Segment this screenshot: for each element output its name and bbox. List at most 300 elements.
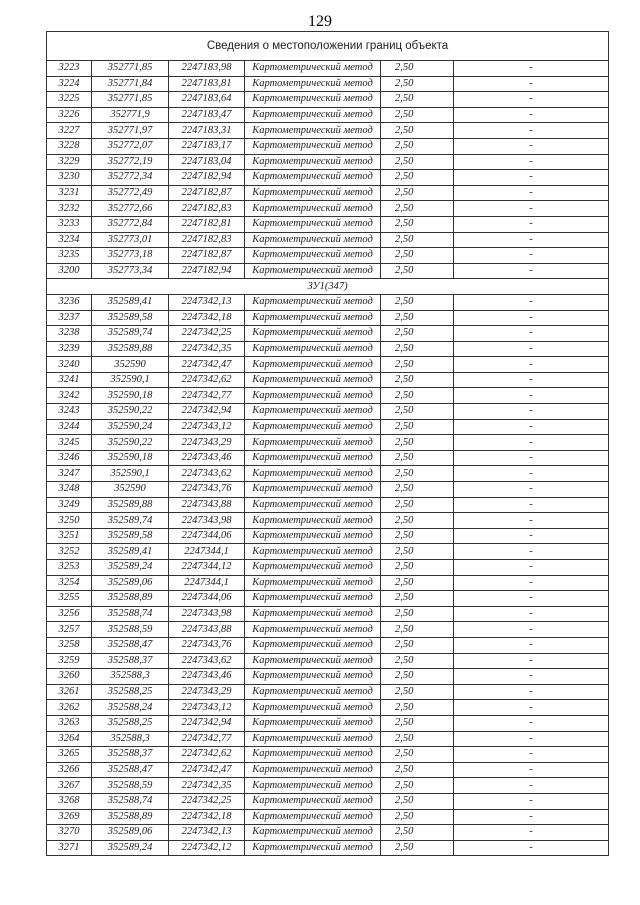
- x-coordinate-cell: 352588,24: [92, 700, 169, 716]
- description-cell: -: [454, 294, 609, 310]
- x-coordinate-cell: 352588,74: [92, 606, 169, 622]
- table-row: [47, 294, 609, 310]
- description-cell: -: [454, 793, 609, 809]
- y-coordinate-cell: 2247343,12: [169, 419, 245, 435]
- table-row: [47, 591, 609, 607]
- point-number-cell: 3267: [47, 778, 92, 794]
- point-number-cell: 3265: [47, 747, 92, 763]
- description-cell: -: [454, 778, 609, 794]
- method-cell: Картометрический метод: [245, 762, 381, 778]
- point-number-cell: 3239: [47, 341, 92, 357]
- page-number: 129: [308, 13, 332, 30]
- table-row: [47, 61, 609, 77]
- x-coordinate-cell: 352588,37: [92, 747, 169, 763]
- x-coordinate-cell: 352589,24: [92, 560, 169, 576]
- description-cell: -: [454, 840, 609, 856]
- x-coordinate-cell: 352589,88: [92, 341, 169, 357]
- y-coordinate-cell: 2247342,47: [169, 357, 245, 373]
- x-coordinate-cell: 352588,3: [92, 731, 169, 747]
- table-row: [47, 793, 609, 809]
- description-cell: -: [454, 747, 609, 763]
- x-coordinate-cell: 352773,34: [92, 263, 169, 279]
- method-cell: Картометрический метод: [245, 466, 381, 482]
- x-coordinate-cell: 352589,74: [92, 326, 169, 342]
- y-coordinate-cell: 2247182,83: [169, 232, 245, 248]
- tolerance-cell: 2,50: [381, 544, 454, 560]
- y-coordinate-cell: 2247182,94: [169, 263, 245, 279]
- description-cell: -: [454, 310, 609, 326]
- y-coordinate-cell: 2247342,94: [169, 404, 245, 420]
- tolerance-cell: 2,50: [381, 357, 454, 373]
- tolerance-cell: 2,50: [381, 154, 454, 170]
- description-cell: -: [454, 61, 609, 77]
- description-cell: -: [454, 575, 609, 591]
- table-row: [47, 154, 609, 170]
- x-coordinate-cell: 352589,41: [92, 544, 169, 560]
- x-coordinate-cell: 352588,89: [92, 591, 169, 607]
- y-coordinate-cell: 2247342,94: [169, 715, 245, 731]
- x-coordinate-cell: 352590,1: [92, 466, 169, 482]
- point-number-cell: 3268: [47, 793, 92, 809]
- description-cell: -: [454, 731, 609, 747]
- method-cell: Картометрический метод: [245, 809, 381, 825]
- y-coordinate-cell: 2247342,18: [169, 310, 245, 326]
- method-cell: Картометрический метод: [245, 123, 381, 139]
- description-cell: -: [454, 513, 609, 529]
- y-coordinate-cell: 2247182,94: [169, 170, 245, 186]
- table-title-row: [47, 32, 609, 61]
- x-coordinate-cell: 352590,22: [92, 435, 169, 451]
- method-cell: Картометрический метод: [245, 170, 381, 186]
- method-cell: Картометрический метод: [245, 154, 381, 170]
- tolerance-cell: 2,50: [381, 61, 454, 77]
- method-cell: Картометрический метод: [245, 840, 381, 856]
- tolerance-cell: 2,50: [381, 793, 454, 809]
- method-cell: Картометрический метод: [245, 357, 381, 373]
- method-cell: Картометрический метод: [245, 388, 381, 404]
- description-cell: -: [454, 715, 609, 731]
- point-number-cell: 3262: [47, 700, 92, 716]
- point-number-cell: 3263: [47, 715, 92, 731]
- point-number-cell: 3242: [47, 388, 92, 404]
- y-coordinate-cell: 2247343,46: [169, 669, 245, 685]
- method-cell: Картометрический метод: [245, 778, 381, 794]
- y-coordinate-cell: 2247183,04: [169, 154, 245, 170]
- point-number-cell: 3237: [47, 310, 92, 326]
- tolerance-cell: 2,50: [381, 669, 454, 685]
- point-number-cell: 3235: [47, 248, 92, 264]
- boundary-table: [46, 31, 609, 856]
- description-cell: -: [454, 248, 609, 264]
- tolerance-cell: 2,50: [381, 435, 454, 451]
- y-coordinate-cell: 2247342,35: [169, 778, 245, 794]
- description-cell: -: [454, 669, 609, 685]
- point-number-cell: 3249: [47, 497, 92, 513]
- description-cell: -: [454, 92, 609, 108]
- table-row: [47, 560, 609, 576]
- table-row: [47, 637, 609, 653]
- x-coordinate-cell: 352590: [92, 357, 169, 373]
- table-row: [47, 575, 609, 591]
- method-cell: Картометрический метод: [245, 793, 381, 809]
- point-number-cell: 3260: [47, 669, 92, 685]
- method-cell: Картометрический метод: [245, 544, 381, 560]
- method-cell: Картометрический метод: [245, 107, 381, 123]
- description-cell: -: [454, 606, 609, 622]
- table-row: [47, 341, 609, 357]
- method-cell: Картометрический метод: [245, 731, 381, 747]
- tolerance-cell: 2,50: [381, 450, 454, 466]
- y-coordinate-cell: 2247183,17: [169, 138, 245, 154]
- description-cell: -: [454, 637, 609, 653]
- table-row: [47, 419, 609, 435]
- description-cell: -: [454, 154, 609, 170]
- description-cell: -: [454, 528, 609, 544]
- tolerance-cell: 2,50: [381, 637, 454, 653]
- description-cell: -: [454, 372, 609, 388]
- tolerance-cell: 2,50: [381, 185, 454, 201]
- description-cell: -: [454, 653, 609, 669]
- tolerance-cell: 2,50: [381, 700, 454, 716]
- method-cell: Картометрический метод: [245, 435, 381, 451]
- x-coordinate-cell: 352771,84: [92, 76, 169, 92]
- tolerance-cell: 2,50: [381, 497, 454, 513]
- tolerance-cell: 2,50: [381, 341, 454, 357]
- point-number-cell: 3200: [47, 263, 92, 279]
- table-row: [47, 747, 609, 763]
- x-coordinate-cell: 352771,85: [92, 92, 169, 108]
- x-coordinate-cell: 352772,07: [92, 138, 169, 154]
- y-coordinate-cell: 2247183,81: [169, 76, 245, 92]
- y-coordinate-cell: 2247343,62: [169, 653, 245, 669]
- table-row: [47, 825, 609, 841]
- method-cell: Картометрический метод: [245, 419, 381, 435]
- table-row: [47, 92, 609, 108]
- x-coordinate-cell: 352588,59: [92, 778, 169, 794]
- x-coordinate-cell: 352772,66: [92, 201, 169, 217]
- method-cell: Картометрический метод: [245, 653, 381, 669]
- y-coordinate-cell: 2247343,76: [169, 637, 245, 653]
- description-cell: -: [454, 326, 609, 342]
- x-coordinate-cell: 352590,18: [92, 388, 169, 404]
- x-coordinate-cell: 352588,25: [92, 715, 169, 731]
- table-row: [47, 513, 609, 529]
- tolerance-cell: 2,50: [381, 762, 454, 778]
- description-cell: -: [454, 622, 609, 638]
- section-row: [47, 279, 609, 295]
- x-coordinate-cell: 352772,49: [92, 185, 169, 201]
- tolerance-cell: 2,50: [381, 575, 454, 591]
- y-coordinate-cell: 2247183,31: [169, 123, 245, 139]
- point-number-cell: 3229: [47, 154, 92, 170]
- y-coordinate-cell: 2247343,88: [169, 497, 245, 513]
- method-cell: Картометрический метод: [245, 201, 381, 217]
- description-cell: -: [454, 232, 609, 248]
- method-cell: Картометрический метод: [245, 232, 381, 248]
- point-number-cell: 3269: [47, 809, 92, 825]
- point-number-cell: 3230: [47, 170, 92, 186]
- table-row: [47, 762, 609, 778]
- table-row: [47, 715, 609, 731]
- method-cell: Картометрический метод: [245, 263, 381, 279]
- point-number-cell: 3251: [47, 528, 92, 544]
- point-number-cell: 3257: [47, 622, 92, 638]
- tolerance-cell: 2,50: [381, 248, 454, 264]
- table-row: [47, 248, 609, 264]
- method-cell: Картометрический метод: [245, 575, 381, 591]
- description-cell: -: [454, 263, 609, 279]
- tolerance-cell: 2,50: [381, 123, 454, 139]
- y-coordinate-cell: 2247343,98: [169, 513, 245, 529]
- section-label: ЗУ1(347): [47, 279, 609, 295]
- point-number-cell: 3241: [47, 372, 92, 388]
- table-row: [47, 700, 609, 716]
- point-number-cell: 3270: [47, 825, 92, 841]
- tolerance-cell: 2,50: [381, 404, 454, 420]
- tolerance-cell: 2,50: [381, 591, 454, 607]
- point-number-cell: 3248: [47, 482, 92, 498]
- point-number-cell: 3250: [47, 513, 92, 529]
- y-coordinate-cell: 2247343,76: [169, 482, 245, 498]
- table-row: [47, 357, 609, 373]
- table-row: [47, 404, 609, 420]
- x-coordinate-cell: 352589,88: [92, 497, 169, 513]
- table-row: [47, 653, 609, 669]
- table-row: [47, 450, 609, 466]
- table-row: [47, 76, 609, 92]
- y-coordinate-cell: 2247182,81: [169, 216, 245, 232]
- description-cell: -: [454, 825, 609, 841]
- y-coordinate-cell: 2247342,12: [169, 840, 245, 856]
- x-coordinate-cell: 352590,24: [92, 419, 169, 435]
- tolerance-cell: 2,50: [381, 138, 454, 154]
- y-coordinate-cell: 2247342,62: [169, 372, 245, 388]
- tolerance-cell: 2,50: [381, 715, 454, 731]
- tolerance-cell: 2,50: [381, 528, 454, 544]
- x-coordinate-cell: 352588,74: [92, 793, 169, 809]
- point-number-cell: 3253: [47, 560, 92, 576]
- tolerance-cell: 2,50: [381, 606, 454, 622]
- table-title: Сведения о местоположении границ объекта: [47, 32, 609, 61]
- x-coordinate-cell: 352588,47: [92, 637, 169, 653]
- method-cell: Картометрический метод: [245, 700, 381, 716]
- description-cell: -: [454, 809, 609, 825]
- x-coordinate-cell: 352589,74: [92, 513, 169, 529]
- table-row: [47, 435, 609, 451]
- y-coordinate-cell: 2247343,29: [169, 684, 245, 700]
- table-row: [47, 138, 609, 154]
- table-row: [47, 684, 609, 700]
- description-cell: -: [454, 404, 609, 420]
- point-number-cell: 3245: [47, 435, 92, 451]
- x-coordinate-cell: 352773,18: [92, 248, 169, 264]
- point-number-cell: 3224: [47, 76, 92, 92]
- tolerance-cell: 2,50: [381, 747, 454, 763]
- table-row: [47, 107, 609, 123]
- tolerance-cell: 2,50: [381, 232, 454, 248]
- table-row: [47, 497, 609, 513]
- x-coordinate-cell: 352772,19: [92, 154, 169, 170]
- description-cell: -: [454, 76, 609, 92]
- tolerance-cell: 2,50: [381, 513, 454, 529]
- method-cell: Картометрический метод: [245, 669, 381, 685]
- method-cell: Картометрический метод: [245, 61, 381, 77]
- y-coordinate-cell: 2247343,98: [169, 606, 245, 622]
- tolerance-cell: 2,50: [381, 466, 454, 482]
- tolerance-cell: 2,50: [381, 294, 454, 310]
- y-coordinate-cell: 2247182,87: [169, 185, 245, 201]
- y-coordinate-cell: 2247344,06: [169, 591, 245, 607]
- x-coordinate-cell: 352590,22: [92, 404, 169, 420]
- x-coordinate-cell: 352590,18: [92, 450, 169, 466]
- tolerance-cell: 2,50: [381, 778, 454, 794]
- point-number-cell: 3243: [47, 404, 92, 420]
- method-cell: Картометрический метод: [245, 310, 381, 326]
- y-coordinate-cell: 2247342,47: [169, 762, 245, 778]
- point-number-cell: 3231: [47, 185, 92, 201]
- y-coordinate-cell: 2247342,25: [169, 326, 245, 342]
- method-cell: Картометрический метод: [245, 560, 381, 576]
- method-cell: Картометрический метод: [245, 76, 381, 92]
- table-row: [47, 310, 609, 326]
- y-coordinate-cell: 2247342,35: [169, 341, 245, 357]
- tolerance-cell: 2,50: [381, 809, 454, 825]
- x-coordinate-cell: 352588,37: [92, 653, 169, 669]
- y-coordinate-cell: 2247342,18: [169, 809, 245, 825]
- y-coordinate-cell: 2247344,1: [169, 575, 245, 591]
- x-coordinate-cell: 352772,34: [92, 170, 169, 186]
- table-row: [47, 840, 609, 856]
- description-cell: -: [454, 388, 609, 404]
- table-row: [47, 544, 609, 560]
- method-cell: Картометрический метод: [245, 92, 381, 108]
- tolerance-cell: 2,50: [381, 216, 454, 232]
- y-coordinate-cell: 2247342,13: [169, 294, 245, 310]
- tolerance-cell: 2,50: [381, 107, 454, 123]
- table-row: [47, 232, 609, 248]
- y-coordinate-cell: 2247344,06: [169, 528, 245, 544]
- y-coordinate-cell: 2247342,13: [169, 825, 245, 841]
- tolerance-cell: 2,50: [381, 170, 454, 186]
- x-coordinate-cell: 352588,89: [92, 809, 169, 825]
- y-coordinate-cell: 2247183,98: [169, 61, 245, 77]
- point-number-cell: 3228: [47, 138, 92, 154]
- y-coordinate-cell: 2247182,83: [169, 201, 245, 217]
- x-coordinate-cell: 352588,25: [92, 684, 169, 700]
- point-number-cell: 3233: [47, 216, 92, 232]
- description-cell: -: [454, 450, 609, 466]
- x-coordinate-cell: 352771,97: [92, 123, 169, 139]
- tolerance-cell: 2,50: [381, 76, 454, 92]
- table-row: [47, 123, 609, 139]
- point-number-cell: 3225: [47, 92, 92, 108]
- point-number-cell: 3261: [47, 684, 92, 700]
- point-number-cell: 3252: [47, 544, 92, 560]
- tolerance-cell: 2,50: [381, 653, 454, 669]
- point-number-cell: 3259: [47, 653, 92, 669]
- method-cell: Картометрический метод: [245, 684, 381, 700]
- table-row: [47, 482, 609, 498]
- point-number-cell: 3240: [47, 357, 92, 373]
- description-cell: -: [454, 435, 609, 451]
- y-coordinate-cell: 2247342,77: [169, 731, 245, 747]
- tolerance-cell: 2,50: [381, 840, 454, 856]
- table-row: [47, 528, 609, 544]
- table-row: [47, 326, 609, 342]
- point-number-cell: 3271: [47, 840, 92, 856]
- description-cell: -: [454, 107, 609, 123]
- description-cell: -: [454, 185, 609, 201]
- y-coordinate-cell: 2247183,64: [169, 92, 245, 108]
- point-number-cell: 3255: [47, 591, 92, 607]
- tolerance-cell: 2,50: [381, 388, 454, 404]
- point-number-cell: 3226: [47, 107, 92, 123]
- tolerance-cell: 2,50: [381, 731, 454, 747]
- tolerance-cell: 2,50: [381, 201, 454, 217]
- description-cell: -: [454, 123, 609, 139]
- table-row: [47, 263, 609, 279]
- point-number-cell: 3236: [47, 294, 92, 310]
- description-cell: -: [454, 216, 609, 232]
- description-cell: -: [454, 684, 609, 700]
- x-coordinate-cell: 352589,58: [92, 528, 169, 544]
- method-cell: Картометрический метод: [245, 606, 381, 622]
- x-coordinate-cell: 352589,58: [92, 310, 169, 326]
- method-cell: Картометрический метод: [245, 591, 381, 607]
- point-number-cell: 3258: [47, 637, 92, 653]
- tolerance-cell: 2,50: [381, 684, 454, 700]
- description-cell: -: [454, 466, 609, 482]
- description-cell: -: [454, 560, 609, 576]
- method-cell: Картометрический метод: [245, 825, 381, 841]
- y-coordinate-cell: 2247342,25: [169, 793, 245, 809]
- y-coordinate-cell: 2247343,62: [169, 466, 245, 482]
- method-cell: Картометрический метод: [245, 372, 381, 388]
- tolerance-cell: 2,50: [381, 92, 454, 108]
- point-number-cell: 3238: [47, 326, 92, 342]
- method-cell: Картометрический метод: [245, 747, 381, 763]
- method-cell: Картометрический метод: [245, 341, 381, 357]
- point-number-cell: 3256: [47, 606, 92, 622]
- point-number-cell: 3264: [47, 731, 92, 747]
- point-number-cell: 3244: [47, 419, 92, 435]
- point-number-cell: 3246: [47, 450, 92, 466]
- x-coordinate-cell: 352771,85: [92, 61, 169, 77]
- table-row: [47, 606, 609, 622]
- description-cell: -: [454, 762, 609, 778]
- method-cell: Картометрический метод: [245, 404, 381, 420]
- point-number-cell: 3227: [47, 123, 92, 139]
- description-cell: -: [454, 341, 609, 357]
- tolerance-cell: 2,50: [381, 263, 454, 279]
- x-coordinate-cell: 352589,06: [92, 825, 169, 841]
- tolerance-cell: 2,50: [381, 560, 454, 576]
- y-coordinate-cell: 2247343,29: [169, 435, 245, 451]
- method-cell: Картометрический метод: [245, 248, 381, 264]
- description-cell: -: [454, 138, 609, 154]
- x-coordinate-cell: 352771,9: [92, 107, 169, 123]
- tolerance-cell: 2,50: [381, 372, 454, 388]
- point-number-cell: 3266: [47, 762, 92, 778]
- x-coordinate-cell: 352590,1: [92, 372, 169, 388]
- y-coordinate-cell: 2247182,87: [169, 248, 245, 264]
- method-cell: Картометрический метод: [245, 528, 381, 544]
- point-number-cell: 3247: [47, 466, 92, 482]
- y-coordinate-cell: 2247342,77: [169, 388, 245, 404]
- tolerance-cell: 2,50: [381, 326, 454, 342]
- tolerance-cell: 2,50: [381, 622, 454, 638]
- table-row: [47, 372, 609, 388]
